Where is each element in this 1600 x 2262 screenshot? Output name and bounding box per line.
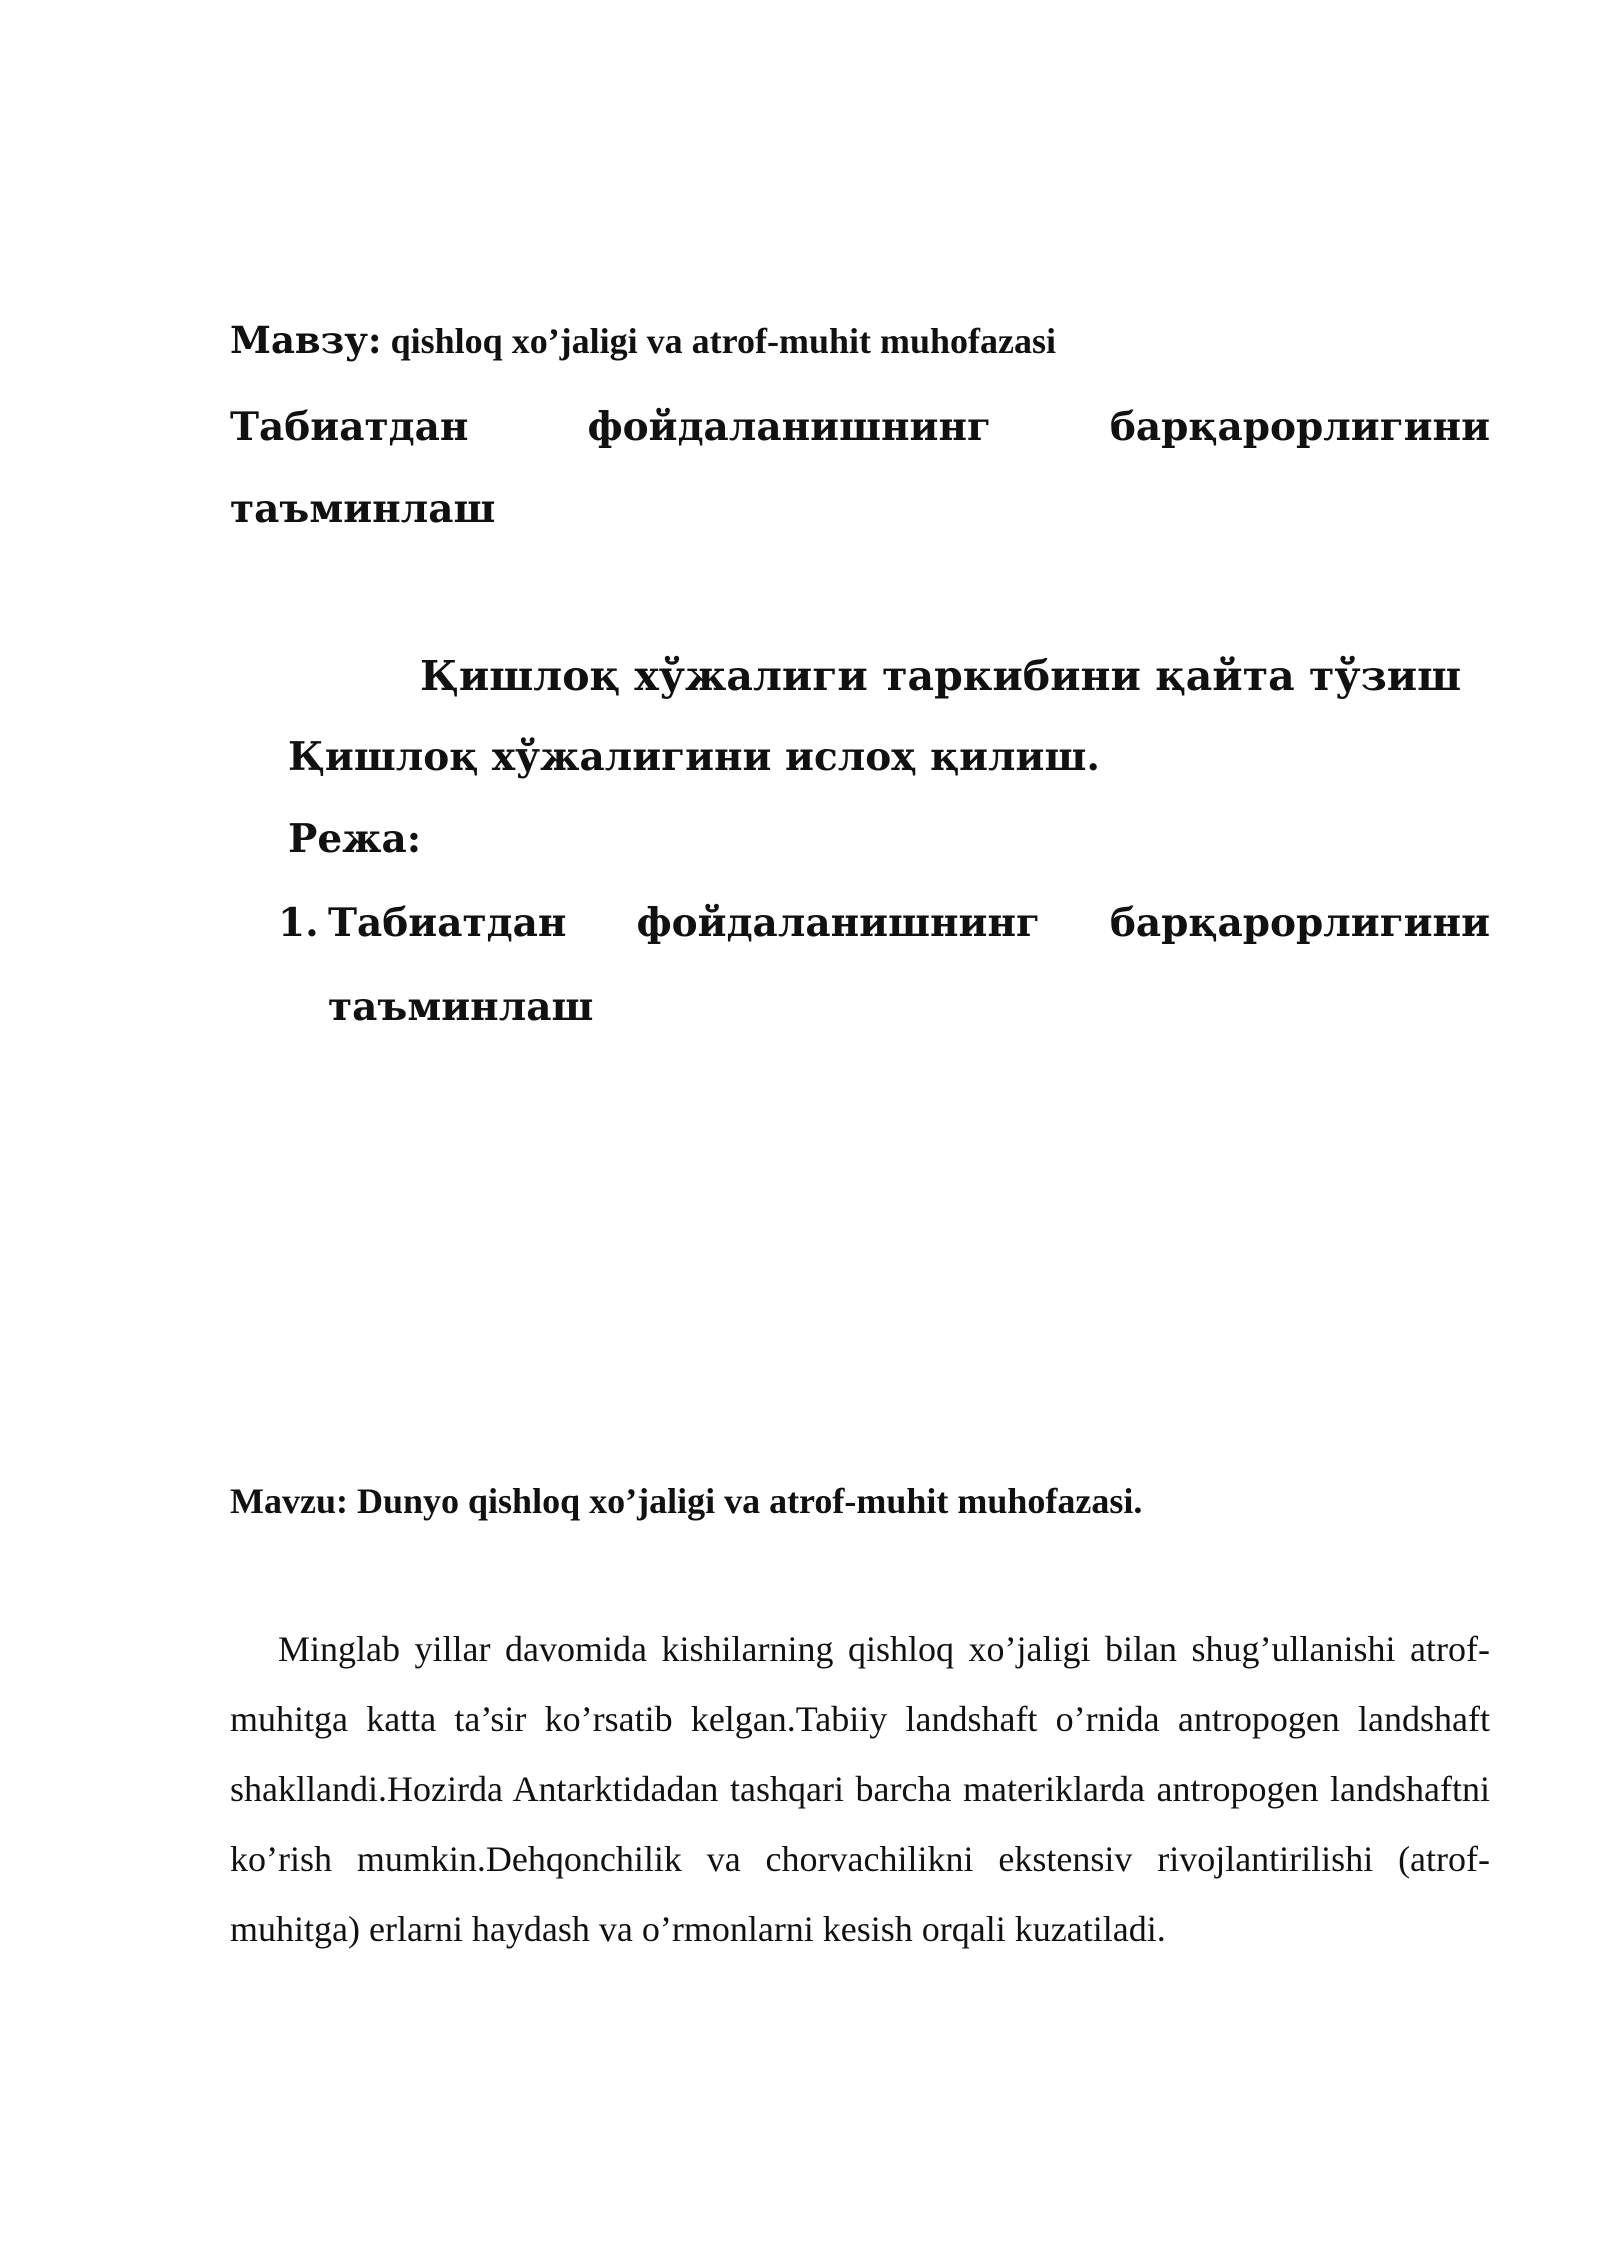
plan-item-word: фойдаланишнинг — [636, 900, 1040, 946]
subtitle: Қишлоқ хўжалиги таркибини қайта тўзиш — [420, 652, 1462, 700]
heading-line-1 — [230, 404, 1490, 450]
body-paragraph: Minglab yillar davomida kishilarning qishloq xo’jaligi bilan shug’ullanishi atrof-muhitga katta ta’sir ko’rsatib kelgan.Tabiiy landshaft o’rnida antropogen landshaft shakllandi.Hozirda Antarktidadan tashqari barcha materiklarda antropogen landshaftni ko’rish mumkin.Dehqonchilik va chorvachilikni ekstensiv rivojlantirilishi (atrof-muhitga) erlarni haydash va o’rmonlarni kesish orqali kuzatiladi. — [230, 1629, 1490, 1949]
heading-word: Табиатдан — [230, 404, 469, 450]
section-title: Mavzu: Dunyo qishloq xo’jaligi va atrof-muhit muhofazasi. — [230, 1481, 1143, 1521]
plan-item-word: барқарорлигини — [1109, 900, 1490, 946]
list-number: 1. — [278, 900, 319, 946]
plan-item-word: Табиатдан — [328, 900, 567, 946]
topic-label: Мавзу: — [230, 318, 382, 362]
plan-item-line-1 — [328, 900, 1490, 946]
heading-line-2: таъминлаш — [230, 486, 496, 532]
reform-line: Қишлоқ хўжалигини ислоҳ қилиш. — [288, 734, 1100, 780]
heading-word: фойдаланишнинг — [587, 404, 991, 450]
heading-word: барқарорлигини — [1109, 404, 1490, 450]
topic-line — [230, 318, 1056, 362]
plan-item-line-2: таъминлаш — [328, 984, 594, 1030]
plan-label: Режа: — [288, 816, 422, 862]
topic-value: qishloq xo’jaligi va atrof-muhit muhofazasi — [390, 321, 1056, 361]
